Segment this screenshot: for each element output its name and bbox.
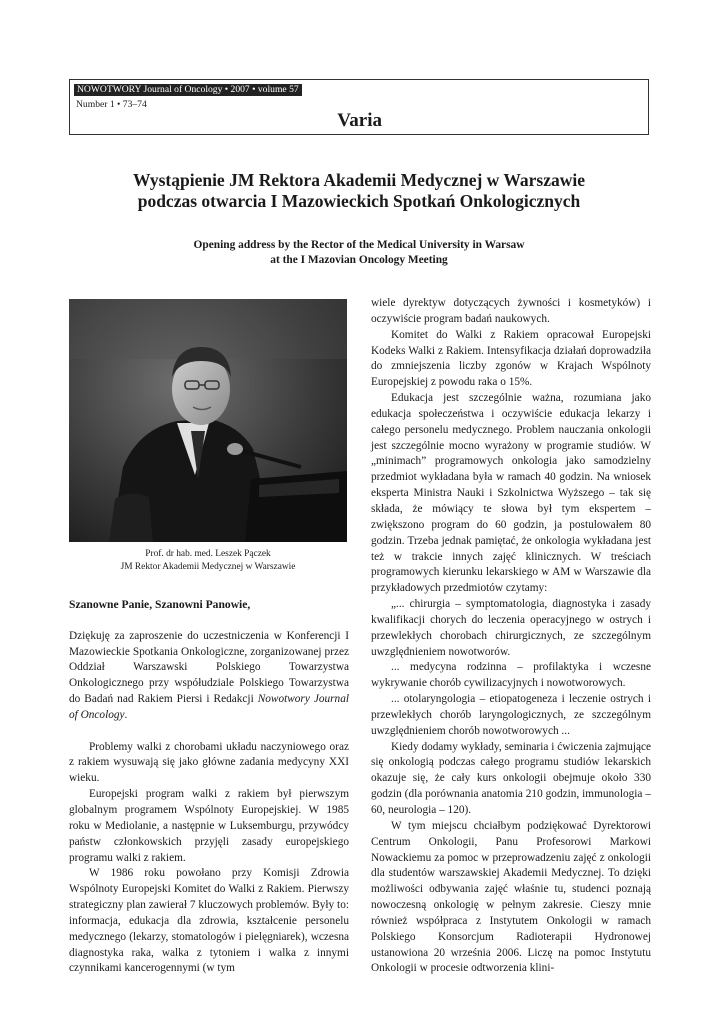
paragraph: W tym miejscu chciałbym podziękować Dyrektorowi Centrum Onkologii, Panu Profesorowi Markowi Nowackiemu za pomoc w przeprowadzeniu zajęć z onkologii dla studentów warszawskiej Akademii Medycznej. To dzięki możliwości odbywania zajęć właśnie tu, studenci poznają nowoczesną onkologię w pełnym zakresie. Cieszy mnie również współpraca z Instytutem Onkologii w ramach Polskiego Konsorcjum Radioterapii Hydronowej ustanowiona 20 września 2006. Liczę na pomoc Instytutu Onkologii w procesie odtworzenia klini- bbox=[371, 819, 651, 975]
paragraph-end: . bbox=[124, 708, 128, 721]
paragraph: Komitet do Walki z Rakiem opracował Europejski Kodeks Walki z Rakiem. Intensyfikacja działań doprowadziła do zmniejszenia liczby zgonów w Krajach Wspólnoty Europejskiej z powodu raka o 15%. bbox=[371, 328, 651, 389]
title-pl-line-2: podczas otwarcia I Mazowieckich Spotkań Onkologicznych bbox=[137, 191, 581, 211]
quote-paragraph: ... otolaryngologia – etiopatogeneza i leczenie ostrych i przewlekłych chorób laryngologicznych, ze szczególnym uwzględnieniem chorób nowotworowych ... bbox=[371, 693, 651, 737]
paragraph: Edukacja jest szczególnie ważna, rozumiana jako edukacja społeczeństwa i oczywiście edukacja lekarzy i całego personelu medycznego. Problem nauczania onkologii jest szczególnie mocno wyrażony w programie studiów. W „minimach” programowych onkologia jako samodzielny przedmiot wykładana była w ramach 40 godzin. Na wniosek eksperta Ministra Nauki i Szkolnictwa Wyższego – tak się składa, że mówiący te słowa był tym ekspertem – zwiększono program do 60 godzin, ja postulowałem 80 godzin. Trzeba jednak pamiętać, że onkologia wykładana jest też w trakcie innych zajęć klinicznych. W treściach programowych kierunku lekarskiego w AM w Warszawie dla przykładowych przedmiotów czytamy: bbox=[371, 392, 651, 595]
title-en-line-1: Opening address by the Rector of the Medical University in Warsaw bbox=[193, 239, 525, 251]
paragraph-text: Dziękuję za zaproszenie do uczestniczenia w Konferencji I Mazowieckie Spotkania Onkologiczne, zorganizowanej przez Oddział Warszawski Polskiego Towarzystwa Onkologicznego przy współudziale Polskiego Towarzystwa do Badań nad Rakiem Piersi i Redakcji bbox=[69, 629, 349, 706]
paragraph: wiele dyrektyw dotyczących żywności i kosmetyków) i oczywiście program badań naukowych. bbox=[371, 297, 651, 325]
left-column bbox=[69, 597, 349, 977]
paragraph: Problemy walki z chorobami układu naczyniowego oraz z rakiem wysuwają się jako główne zadania medycyny XXI wieku. bbox=[69, 740, 349, 785]
journal-name-banner: NOWOTWORY Journal of Oncology • 2007 • volume 57 bbox=[74, 84, 302, 96]
title-en-line-2: at the I Mazovian Oncology Meeting bbox=[270, 254, 448, 266]
photo-caption bbox=[69, 548, 347, 573]
right-column bbox=[371, 296, 651, 977]
article-title-polish bbox=[69, 170, 649, 212]
quote-paragraph: „... chirurgia – symptomatologia, diagnostyka i zasady kwalifikacji chorych do leczenia operacyjnego w ostrych i przewlekłych chorobach chirurgicznych, ze szczególnym uwzględnieniem nowotworów. bbox=[371, 598, 651, 658]
paragraph: W 1986 roku powołano przy Komisji Zdrowia Wspólnoty Europejski Komitet do Walki z Rakiem. Pierwszy strategiczny plan zawierał 7 kluczowych problemów. Były to: informacja, edukacja dla zdrowia, kształcenie personelu medycznego (lekarzy, stomatologów i pielęgniarek), wczesna diagnostyka raka, walka z tytoniem i walka z innymi czynnikami kancerogennymi (w tym bbox=[69, 867, 349, 975]
article-title-english bbox=[69, 238, 649, 268]
section-title: Varia bbox=[337, 110, 382, 131]
greeting: Szanowne Panie, Szanowni Panowie, bbox=[69, 598, 251, 611]
title-pl-line-1: Wystąpienie JM Rektora Akademii Medycznej w Warszawie bbox=[132, 170, 586, 190]
journal-name: Nowotwory Journal of Oncology bbox=[69, 693, 349, 721]
paragraph: Kiedy dodamy wykłady, seminaria i ćwiczenia zajmujące się onkologią podczas całego programu studiów lekarskich okazuje się, że cały kurs onkologii obejmuje około 330 godzin (dla porównania anatomia 210 godzin, immunologia – 60, neurologia – 120). bbox=[371, 740, 651, 816]
caption-line-2: JM Rektor Akademii Medycznej w Warszawie bbox=[120, 561, 296, 572]
journal-header bbox=[69, 79, 649, 135]
rector-photo bbox=[69, 299, 347, 542]
caption-line-1: Prof. dr hab. med. Leszek Pączek bbox=[145, 549, 271, 559]
issue-number: Number 1 • 73–74 bbox=[76, 99, 147, 110]
paragraph bbox=[69, 629, 349, 724]
paragraph: Europejski program walki z rakiem był pierwszym globalnym programem Wspólnoty Europejskiej. W 1985 roku w Mediolanie, a następnie w Luksemburgu, przywódcy państw członkowskich przyjęli zasady europejskiego programu walki z rakiem. bbox=[69, 788, 349, 864]
quote-paragraph: ... medycyna rodzinna – profilaktyka i wczesne wykrywanie chorób cywilizacyjnych i nowotworowych. bbox=[371, 661, 651, 690]
